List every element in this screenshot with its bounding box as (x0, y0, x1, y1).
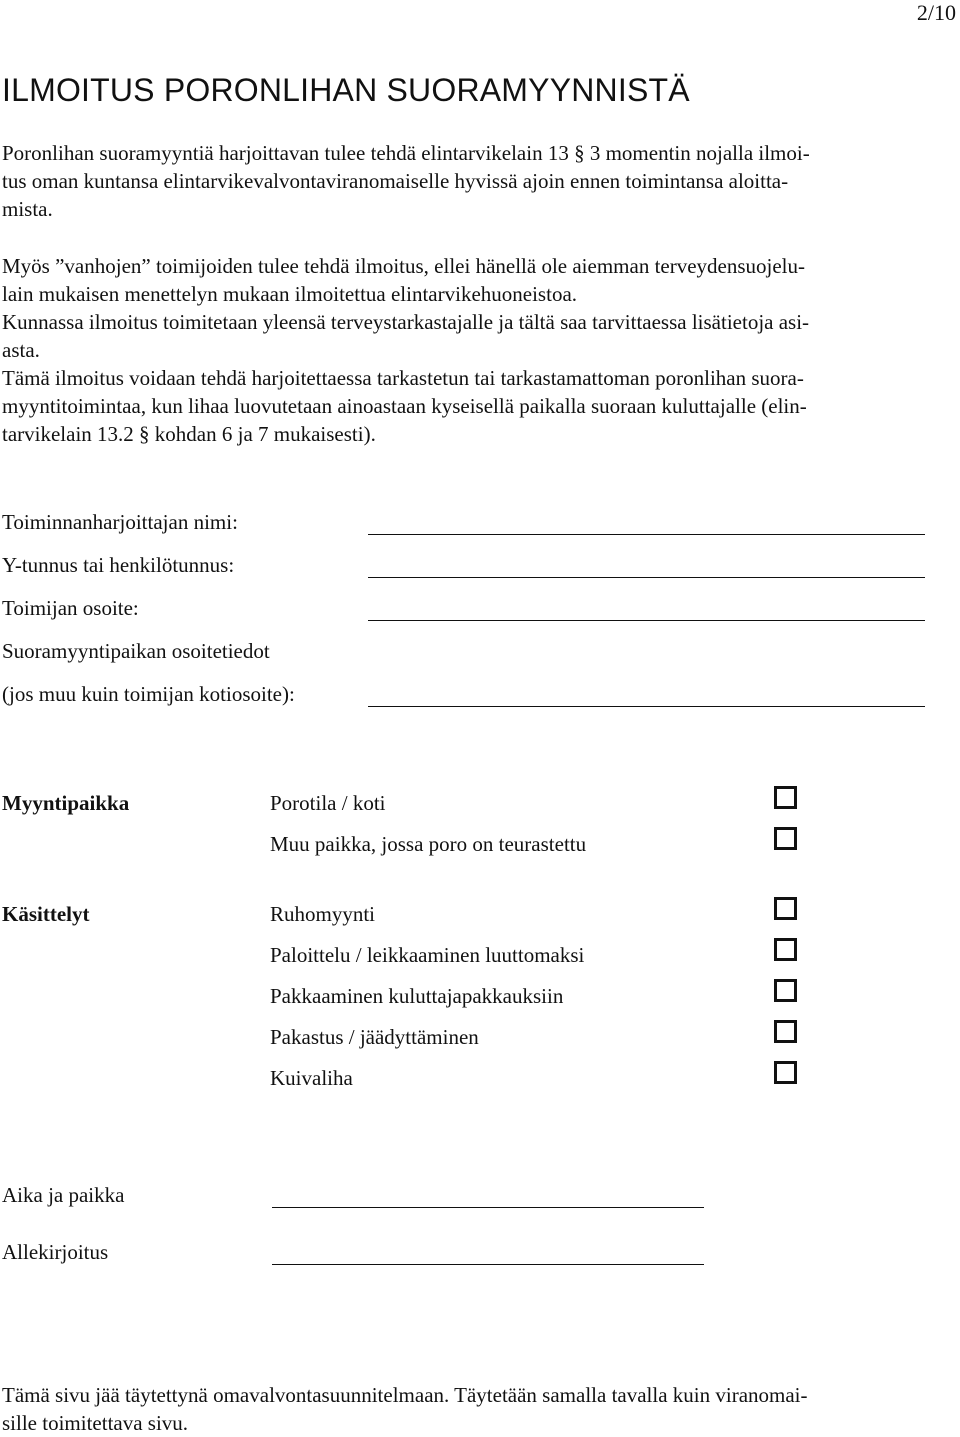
operator-name-field[interactable] (368, 534, 925, 535)
option-packaging-checkbox[interactable] (774, 979, 797, 1002)
time-place-label: Aika ja paikka (2, 1183, 125, 1207)
option-freezing-label: Pakastus / jäädyttäminen (270, 1025, 479, 1049)
intro-line: Poronlihan suoramyyntiä harjoittavan tulee tehdä elintarvikelain 13 § 3 momentin nojalla ilmoi- (2, 141, 810, 165)
intro-paragraph-2 (2, 252, 952, 448)
business-id-label: Y-tunnus tai henkilötunnus: (2, 553, 235, 577)
option-cutting-checkbox[interactable] (774, 938, 797, 961)
option-farm-home-label: Porotila / koti (270, 791, 386, 815)
intro-line: myyntitoimintaa, kun lihaa luovutetaan ainoastaan kyseisellä paikalla suoraan kuluttajalle (elin- (2, 394, 807, 418)
operator-address-field[interactable] (368, 620, 925, 621)
page-title: ILMOITUS PORONLIHAN SUORAMYYNNISTÄ (2, 72, 690, 108)
option-other-place-label: Muu paikka, jossa poro on teurastettu (270, 832, 587, 856)
operator-name-label: Toiminnanharjoittajan nimi: (2, 510, 238, 534)
operator-address-label: Toimijan osoite: (2, 596, 139, 620)
footer-line: sille toimitettava sivu. (2, 1411, 189, 1435)
option-other-place-checkbox[interactable] (774, 827, 797, 850)
option-carcass-sales-checkbox[interactable] (774, 897, 797, 920)
intro-line: asta. (2, 338, 40, 362)
business-id-field[interactable] (368, 577, 925, 578)
page-number: 2/10 (916, 0, 956, 25)
intro-paragraph-1 (2, 139, 952, 223)
signature-label: Allekirjoitus (2, 1240, 109, 1264)
intro-line: Tämä ilmoitus voidaan tehdä harjoitettaessa tarkastetun tai tarkastamattoman poronlihan suora- (2, 366, 804, 390)
intro-line: Myös ”vanhojen” toimijoiden tulee tehdä ilmoitus, ellei hänellä ole aiemman terveydensuojelu- (2, 254, 806, 278)
option-carcass-sales-label: Ruhomyynti (270, 902, 376, 926)
sales-address-note-label: (jos muu kuin toimijan kotiosoite): (2, 682, 295, 706)
option-dried-meat-label: Kuivaliha (270, 1066, 353, 1090)
signature-field[interactable] (272, 1264, 704, 1265)
intro-line: mista. (2, 197, 53, 221)
option-freezing-checkbox[interactable] (774, 1020, 797, 1043)
option-farm-home-checkbox[interactable] (774, 786, 797, 809)
intro-line: Kunnassa ilmoitus toimitetaan yleensä terveystarkastajalle ja tältä saa tarvittaessa lisätietoja asi- (2, 310, 810, 334)
intro-line: tarvikelain 13.2 § kohdan 6 ja 7 mukaisesti). (2, 422, 376, 446)
intro-line: lain mukaisen menettelyn mukaan ilmoitettua elintarvikehuoneistoa. (2, 282, 578, 306)
sales-address-field[interactable] (368, 706, 925, 707)
option-packaging-label: Pakkaaminen kuluttajapakkauksiin (270, 984, 564, 1008)
option-cutting-label: Paloittelu / leikkaaminen luuttomaksi (270, 943, 585, 967)
sales-location-heading: Myyntipaikka (2, 791, 130, 815)
option-dried-meat-checkbox[interactable] (774, 1061, 797, 1084)
processing-heading: Käsittelyt (2, 902, 90, 926)
footer-line: Tämä sivu jää täytettynä omavalvontasuunnitelmaan. Täytetään samalla tavalla kuin viranomai- (2, 1383, 808, 1407)
sales-address-label: Suoramyyntipaikan osoitetiedot (2, 639, 270, 663)
time-place-field[interactable] (272, 1207, 704, 1208)
footer-note (2, 1381, 952, 1437)
intro-line: tus oman kuntansa elintarvikevalvontaviranomaiselle hyvissä ajoin ennen toimintansa aloitta- (2, 169, 789, 193)
